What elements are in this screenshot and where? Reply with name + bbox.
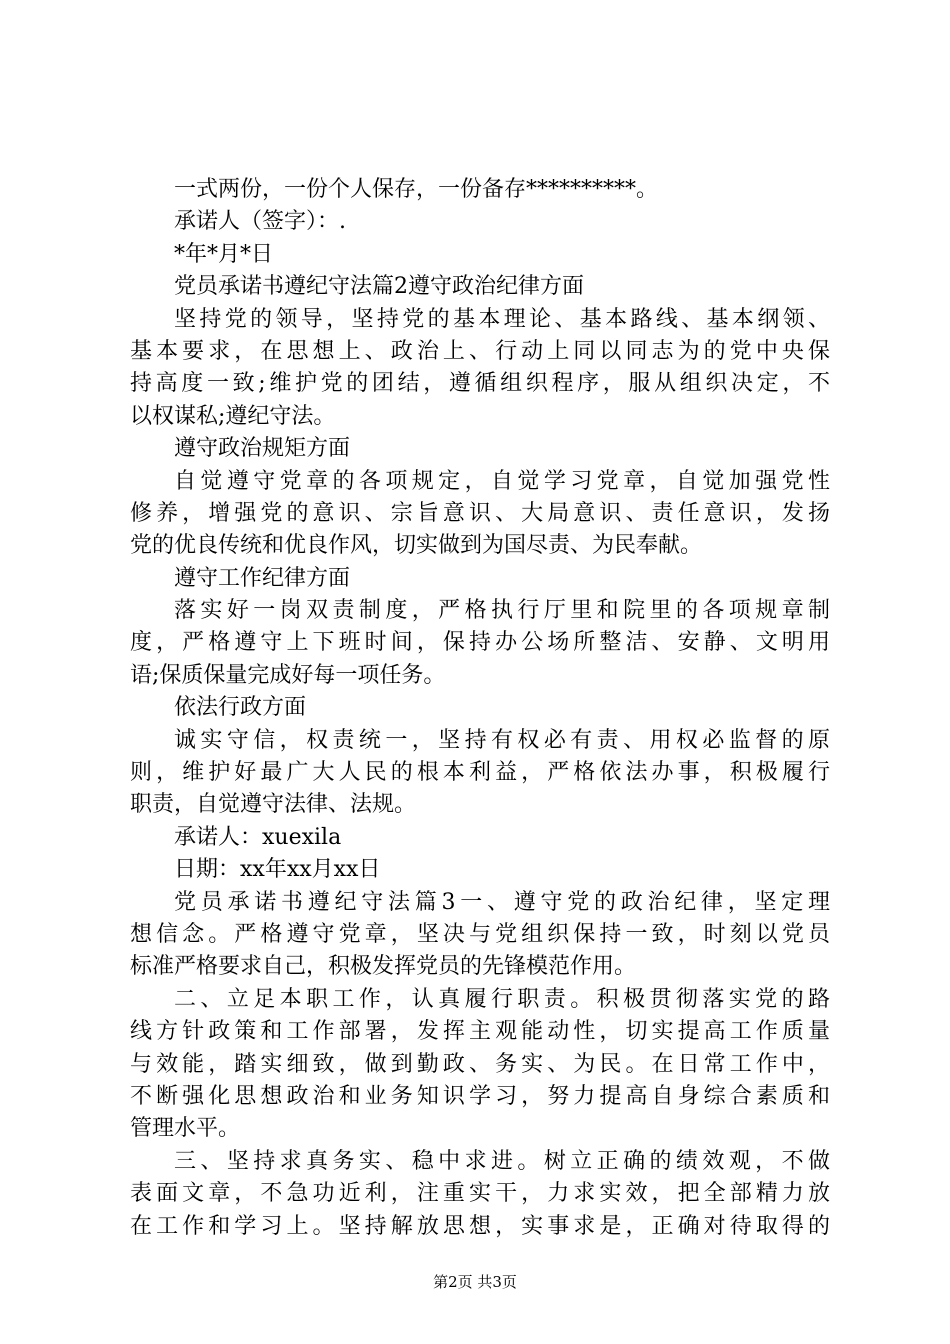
text-line: 遵守政治规矩方面 — [174, 436, 351, 462]
text-line: 则，维护好最广大人民的根本利益，严格依法办事，积极履行 — [130, 760, 830, 786]
text-line: 与效能，踏实细致，做到勤政、务实、为民。在日常工作中， — [130, 1051, 830, 1077]
text-line: 依法行政方面 — [174, 695, 307, 721]
text-line: 遵守工作纪律方面 — [174, 565, 351, 591]
text-line: 诚实守信，权责统一，坚持有权必有责、用权必监督的原 — [174, 727, 830, 753]
text-line: 管理水平。 — [130, 1116, 241, 1142]
text-line: 一式两份，一份个人保存，一份备存**********。 — [174, 177, 659, 202]
text-line: 党员承诺书遵纪守法篇3一、遵守党的政治纪律，坚定理 — [174, 889, 830, 915]
text-line: 线方针政策和工作部署，发挥主观能动性，切实提高工作质量 — [130, 1019, 830, 1045]
text-line: 落实好一岗双责制度，严格执行厅里和院里的各项规章制 — [174, 598, 830, 624]
text-line: 标准严格要求自己，积极发挥党员的先锋模范作用。 — [130, 954, 637, 980]
text-line: 承诺人：xuexila — [174, 824, 342, 850]
text-line: 三、坚持求真务实、稳中求进。树立正确的绩效观，不做 — [174, 1148, 830, 1174]
text-line: 党的优良传统和优良作风，切实做到为国尽责、为民奉献。 — [130, 533, 703, 559]
text-line: 表面文章，不急功近利，注重实干，力求实效，把全部精力放 — [130, 1181, 830, 1207]
text-line: 持高度一致;维护党的团结，遵循组织程序，服从组织决定，不 — [130, 371, 830, 397]
text-line: 修养，增强党的意识、宗旨意识、大局意识、责任意识，发扬 — [130, 500, 830, 526]
text-line: 语;保质保量完成好每一项任务。 — [130, 662, 446, 688]
text-line: 基本要求，在思想上、政治上、行动上同以同志为的党中央保 — [130, 338, 830, 364]
text-line: 在工作和学习上。坚持解放思想，实事求是，正确对待取得的 — [130, 1213, 830, 1239]
text-line: 以权谋私;遵纪守法。 — [130, 403, 336, 429]
text-line: 不断强化思想政治和业务知识学习，努力提高自身综合素质和 — [130, 1083, 830, 1109]
text-line: 二、立足本职工作，认真履行职责。积极贯彻落实党的路 — [174, 986, 830, 1012]
text-line: 职责，自觉遵守法律、法规。 — [130, 792, 417, 818]
text-line: 坚持党的领导，坚持党的基本理论、基本路线、基本纲领、 — [174, 306, 830, 332]
text-line: 自觉遵守党章的各项规定，自觉学习党章，自觉加强党性 — [174, 468, 830, 494]
document-body — [130, 174, 830, 1243]
text-line: 想信念。严格遵守党章，坚决与党组织保持一致，时刻以党员 — [130, 921, 830, 947]
text-line: 度，严格遵守上下班时间，保持办公场所整洁、安静、文明用 — [130, 630, 830, 656]
text-line: 日期：xx年xx月xx日 — [174, 857, 381, 883]
page-number-footer: 第2页 共3页 — [433, 1273, 517, 1291]
text-line: 党员承诺书遵纪守法篇2遵守政治纪律方面 — [174, 274, 584, 300]
text-line: 承诺人（签字）：. — [174, 209, 346, 235]
text-line: *年*月*日 — [174, 241, 274, 267]
